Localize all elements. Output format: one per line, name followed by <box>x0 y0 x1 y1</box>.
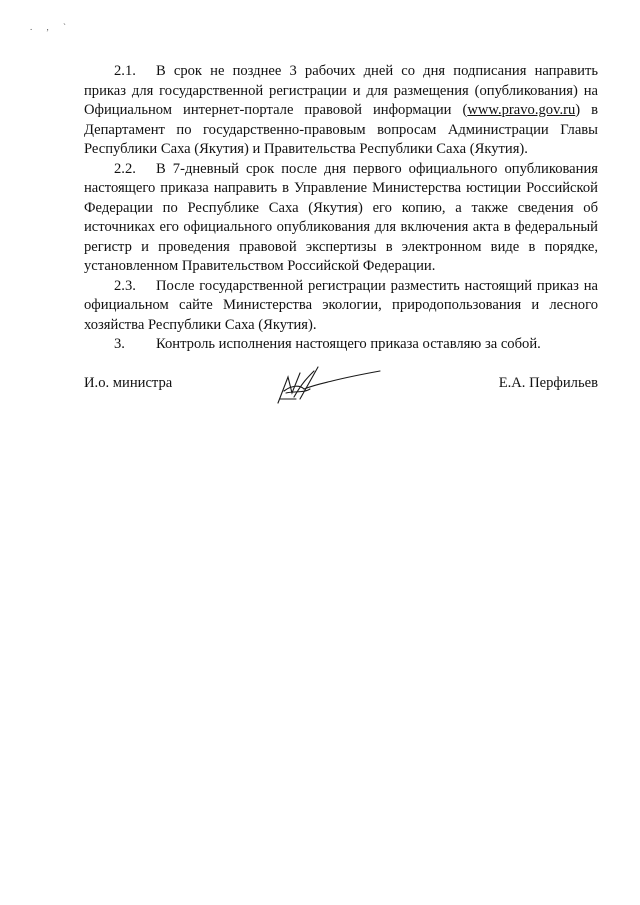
corner-marks: . , ` <box>30 22 72 32</box>
paragraph-2-3 <box>84 277 598 336</box>
pravo-link[interactable]: www.pravo.gov.ru <box>467 102 576 118</box>
paragraph-number: 3. <box>114 336 125 352</box>
paragraph-text: Контроль исполнения настоящего приказа оставляю за собой. <box>156 336 541 352</box>
paragraph-number: 2.3. <box>114 277 136 294</box>
paragraph-number: 2.1. <box>114 63 136 79</box>
paragraph-text: В 7-дневный срок после дня первого официального опубликования настоящего приказа направить в Управление Министерства юстиции Российской Федерации по Республике Саха (Якутия) его копию, а также сведения об источниках его официального опубликования для включения акта в федеральный регистр и проведения правовой экспертизы в электронном виде в порядке, установленном Правительством Российской Федерации. <box>84 160 598 274</box>
handwritten-signature-icon <box>274 363 384 411</box>
paragraph-2-1 <box>84 62 598 160</box>
signatory-title: И.о. министра <box>84 375 173 391</box>
paragraph-text: ) в Департамент по государственно-правовым вопросам Администрации Главы Республики Саха (Якутия) и Правительства Республики Саха (Якутия). <box>84 102 598 157</box>
signatory-name: Е.А. Перфильев <box>498 375 598 391</box>
paragraph-number: 2.2. <box>114 160 136 177</box>
signature-block <box>84 375 598 425</box>
paragraph-text: В срок не позднее 3 рабочих дней со дня подписания направить приказ для государственной регистрации и для размещения (опубликования) на Официальном интернет-портале правовой информации ( <box>84 63 598 118</box>
document-body <box>84 62 598 355</box>
paragraph-3 <box>84 335 598 355</box>
paragraph-2-2 <box>84 160 598 277</box>
paragraph-text: После государственной регистрации разместить настоящий приказ на официальном сайте Министерства экологии, природопользования и лесного хозяйства Республики Саха (Якутия). <box>84 277 598 333</box>
